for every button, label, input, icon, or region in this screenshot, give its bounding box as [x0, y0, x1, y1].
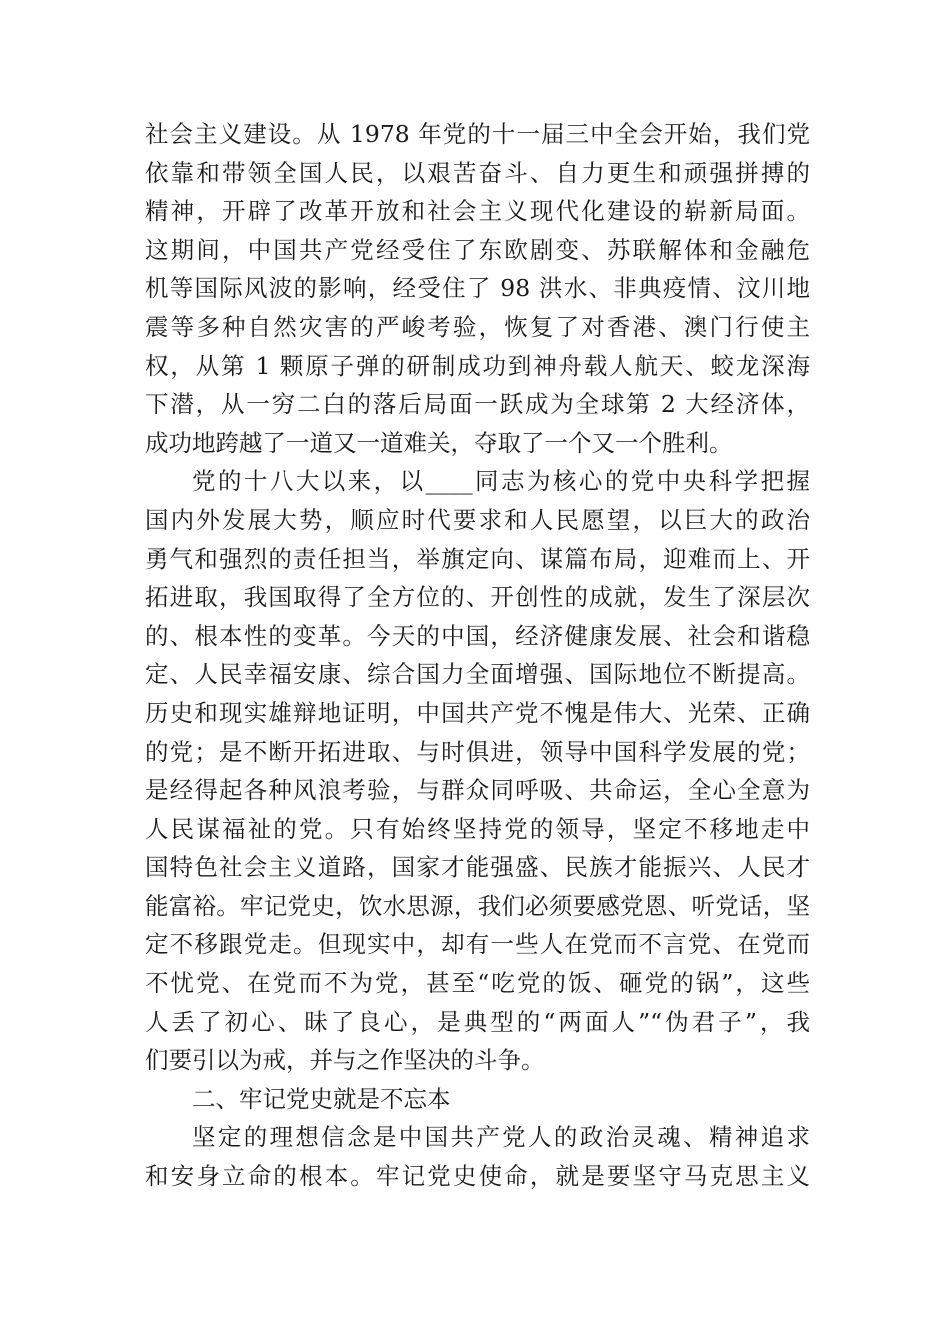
text-line: 们要引以为戒，并与之作坚决的斗争。	[145, 1046, 545, 1075]
text-line: 人丢了初心、昧了良心，是典型的“两面人”“伪君子”，我	[145, 1007, 810, 1036]
text-line: 的党；是不断开拓进取、与时俱进，领导中国科学发展的党；	[145, 737, 810, 766]
text-line: 定不移跟党走。但现实中，却有一些人在党而不言党、在党而	[145, 930, 810, 959]
text-line: 拓进取，我国取得了全方位的、开创性的成就，发生了深层次	[145, 583, 810, 612]
text-line: 这期间，中国共产党经受住了东欧剧变、苏联解体和金融危	[145, 235, 810, 264]
text-line: 国特色社会主义道路，国家才能强盛、民族才能振兴、人民才	[145, 853, 810, 882]
text-line: 精神，开辟了改革开放和社会主义现代化建设的崭新局面。	[145, 197, 810, 226]
section-heading: 二、牢记党史就是不忘本	[192, 1084, 451, 1113]
text-line: 人民谋福祉的党。只有始终坚持党的领导，坚定不移地走中	[145, 814, 810, 843]
document-body	[145, 115, 810, 1196]
text-line: 不忧党、在党而不为党，甚至“吃党的饭、砸党的锅”，这些	[145, 969, 810, 998]
text-line: 机等国际风波的影响，经受住了 98 洪水、非典疫情、汶川地	[145, 274, 810, 303]
paragraph-first-line: 坚定的理想信念是中国共产党人的政治灵魂、精神追求	[192, 1123, 810, 1152]
text-line: 震等多种自然灾害的严峻考验，恢复了对香港、澳门行使主	[145, 312, 810, 341]
text-line: 依靠和带领全国人民，以艰苦奋斗、自力更生和顽强拼搏的	[145, 158, 810, 187]
text-line: 定、人民幸福安康、综合国力全面增强、国际地位不断提高。	[145, 660, 810, 689]
text-line: 历史和现实雄辩地证明，中国共产党不愧是伟大、光荣、正确	[145, 698, 810, 727]
paragraph-first-line: 党的十八大以来，以____同志为核心的党中央科学把握	[192, 467, 810, 496]
text-line: 勇气和强烈的责任担当，举旗定向、谋篇布局，迎难而上、开	[145, 544, 810, 573]
text-line: 和安身立命的根本。牢记党史使命，就是要坚守马克思主义	[145, 1162, 810, 1191]
text-line: 社会主义建设。从 1978 年党的十一届三中全会开始，我们党	[145, 120, 810, 148]
text-line: 国内外发展大势，顺应时代要求和人民愿望，以巨大的政治	[145, 505, 810, 534]
text-line: 权，从第 1 颗原子弹的研制成功到神舟载人航天、蛟龙深海	[145, 351, 810, 380]
text-line: 是经得起各种风浪考验，与群众同呼吸、共命运，全心全意为	[145, 776, 810, 805]
text-line: 的、根本性的变革。今天的中国，经济健康发展、社会和谐稳	[145, 621, 810, 650]
text-line: 能富裕。牢记党史，饮水思源，我们必须要感党恩、听党话，坚	[145, 891, 810, 920]
text-line: 下潜，从一穷二白的落后局面一跃成为全球第 2 大经济体，	[145, 390, 810, 419]
text-line: 成功地跨越了一道又一道难关，夺取了一个又一个胜利。	[145, 428, 733, 457]
